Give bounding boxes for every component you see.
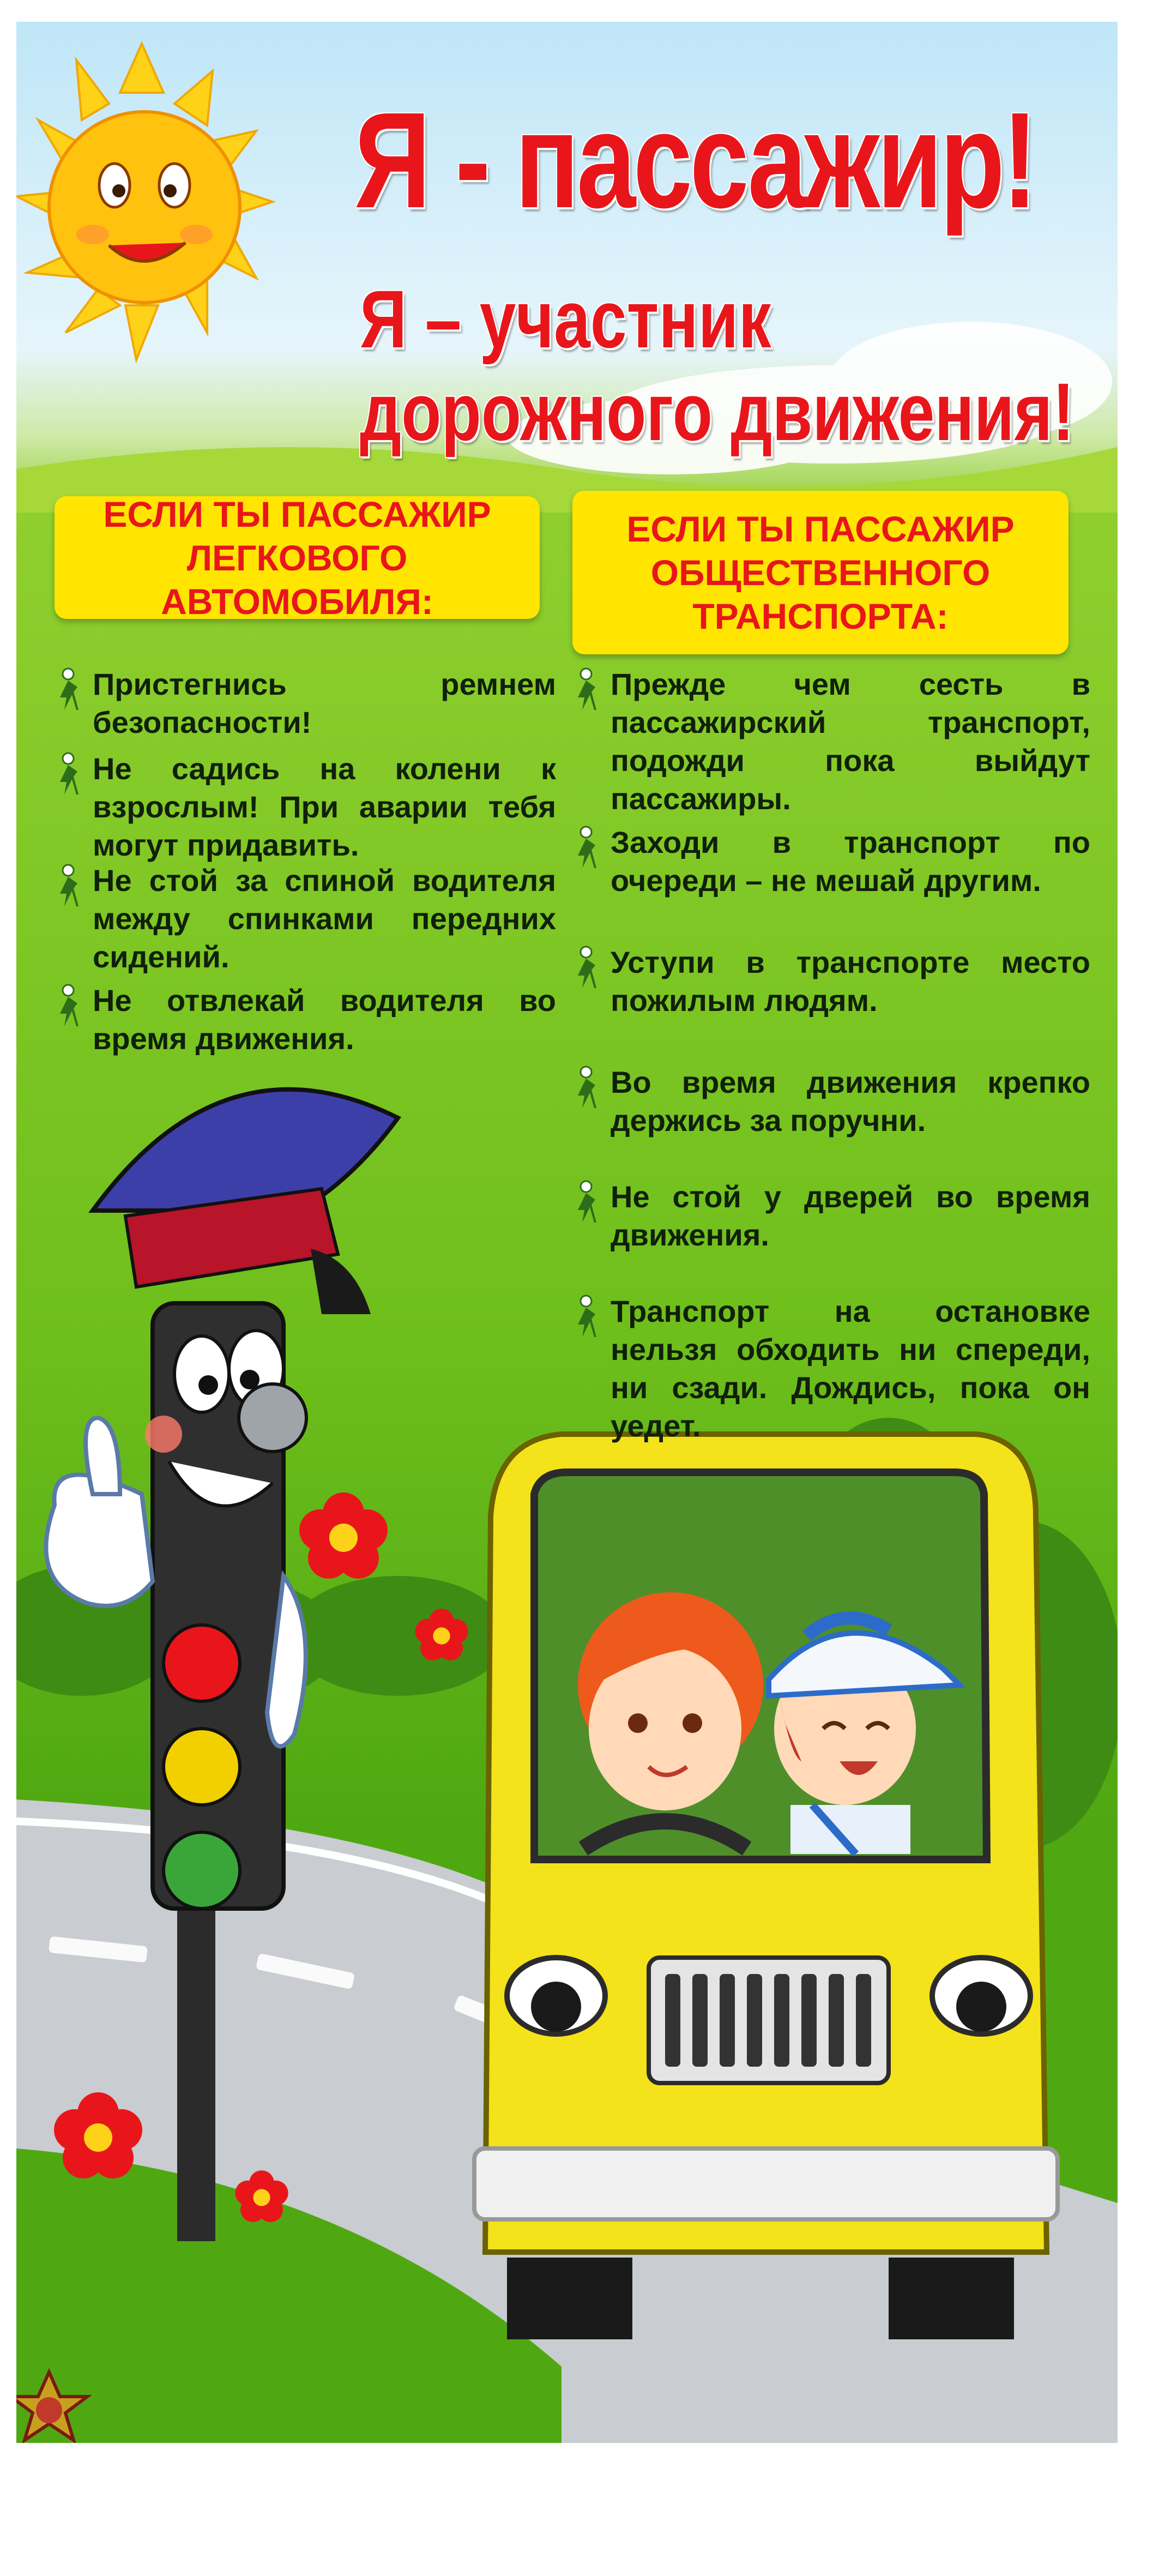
transport-rule-item xyxy=(567,1292,1090,1445)
transport-rule-item xyxy=(567,943,1090,1020)
walking-child-icon xyxy=(567,1066,605,1109)
sun-icon xyxy=(16,44,273,360)
car-passenger-heading xyxy=(55,493,540,622)
car-rule-item xyxy=(49,982,556,1058)
walking-child-icon xyxy=(49,864,87,907)
poster-subtitle-line1: Я – участник xyxy=(360,273,771,365)
poster-subtitle-line2: дорожного движения! xyxy=(360,366,1075,458)
walking-child-icon xyxy=(567,826,605,869)
heading-line: ЕСЛИ ТЫ ПАССАЖИР xyxy=(103,493,491,534)
walking-child-icon xyxy=(567,1295,605,1338)
rule-text: Пристегнись ремнем безопасности! xyxy=(93,667,556,739)
poster-title: Я - пассажир! xyxy=(354,84,1035,236)
walking-child-icon xyxy=(567,1180,605,1224)
car-rule-item xyxy=(49,665,556,742)
walking-child-icon xyxy=(567,946,605,989)
rule-text: Во время движения крепко держись за поручни. xyxy=(611,1065,1090,1137)
walking-child-icon xyxy=(49,984,87,1027)
rule-text: Не стой у дверей во время движения. xyxy=(611,1179,1090,1252)
transport-rule-item xyxy=(567,665,1090,818)
rule-text: Не садись на колени к взрослым! При аварии тебя могут придавить. xyxy=(93,751,556,862)
rule-text: Транспорт на остановке нельзя обходить ни спереди, ни сзади. Дождись, пока он уедет. xyxy=(611,1294,1090,1443)
heading-line: ЕСЛИ ТЫ ПАССАЖИР xyxy=(626,509,1015,549)
walking-child-icon xyxy=(49,667,87,711)
rule-text: Уступи в транспорте место пожилым людям. xyxy=(611,945,1090,1018)
transport-rule-item xyxy=(567,1063,1090,1140)
walking-child-icon xyxy=(49,752,87,796)
transport-rule-item xyxy=(567,823,1090,900)
rule-text: Не стой за спиной водителя между спинками передних сидений. xyxy=(93,863,556,974)
poster xyxy=(16,22,1118,2443)
car-rule-item xyxy=(49,750,556,864)
heading-line: ТРАНСПОРТА: xyxy=(692,596,949,636)
heading-line: ОБЩЕСТВЕННОГО xyxy=(650,552,991,593)
rule-text: Прежде чем сесть в пассажирский транспорт, подожди пока выйдут пассажиры. xyxy=(611,667,1090,816)
rule-text: Не отвлекай водителя во время движения. xyxy=(93,983,556,1056)
rule-text: Заходи в транспорт по очереди – не мешай другим. xyxy=(611,825,1090,898)
bus-illustration xyxy=(474,1434,1058,2339)
public-transport-heading xyxy=(572,491,1069,654)
heading-line: ЛЕГКОВОГО АВТОМОБИЛЯ: xyxy=(161,537,433,622)
walking-child-icon xyxy=(567,667,605,711)
car-rule-item xyxy=(49,862,556,976)
transport-rule-item xyxy=(567,1178,1090,1254)
